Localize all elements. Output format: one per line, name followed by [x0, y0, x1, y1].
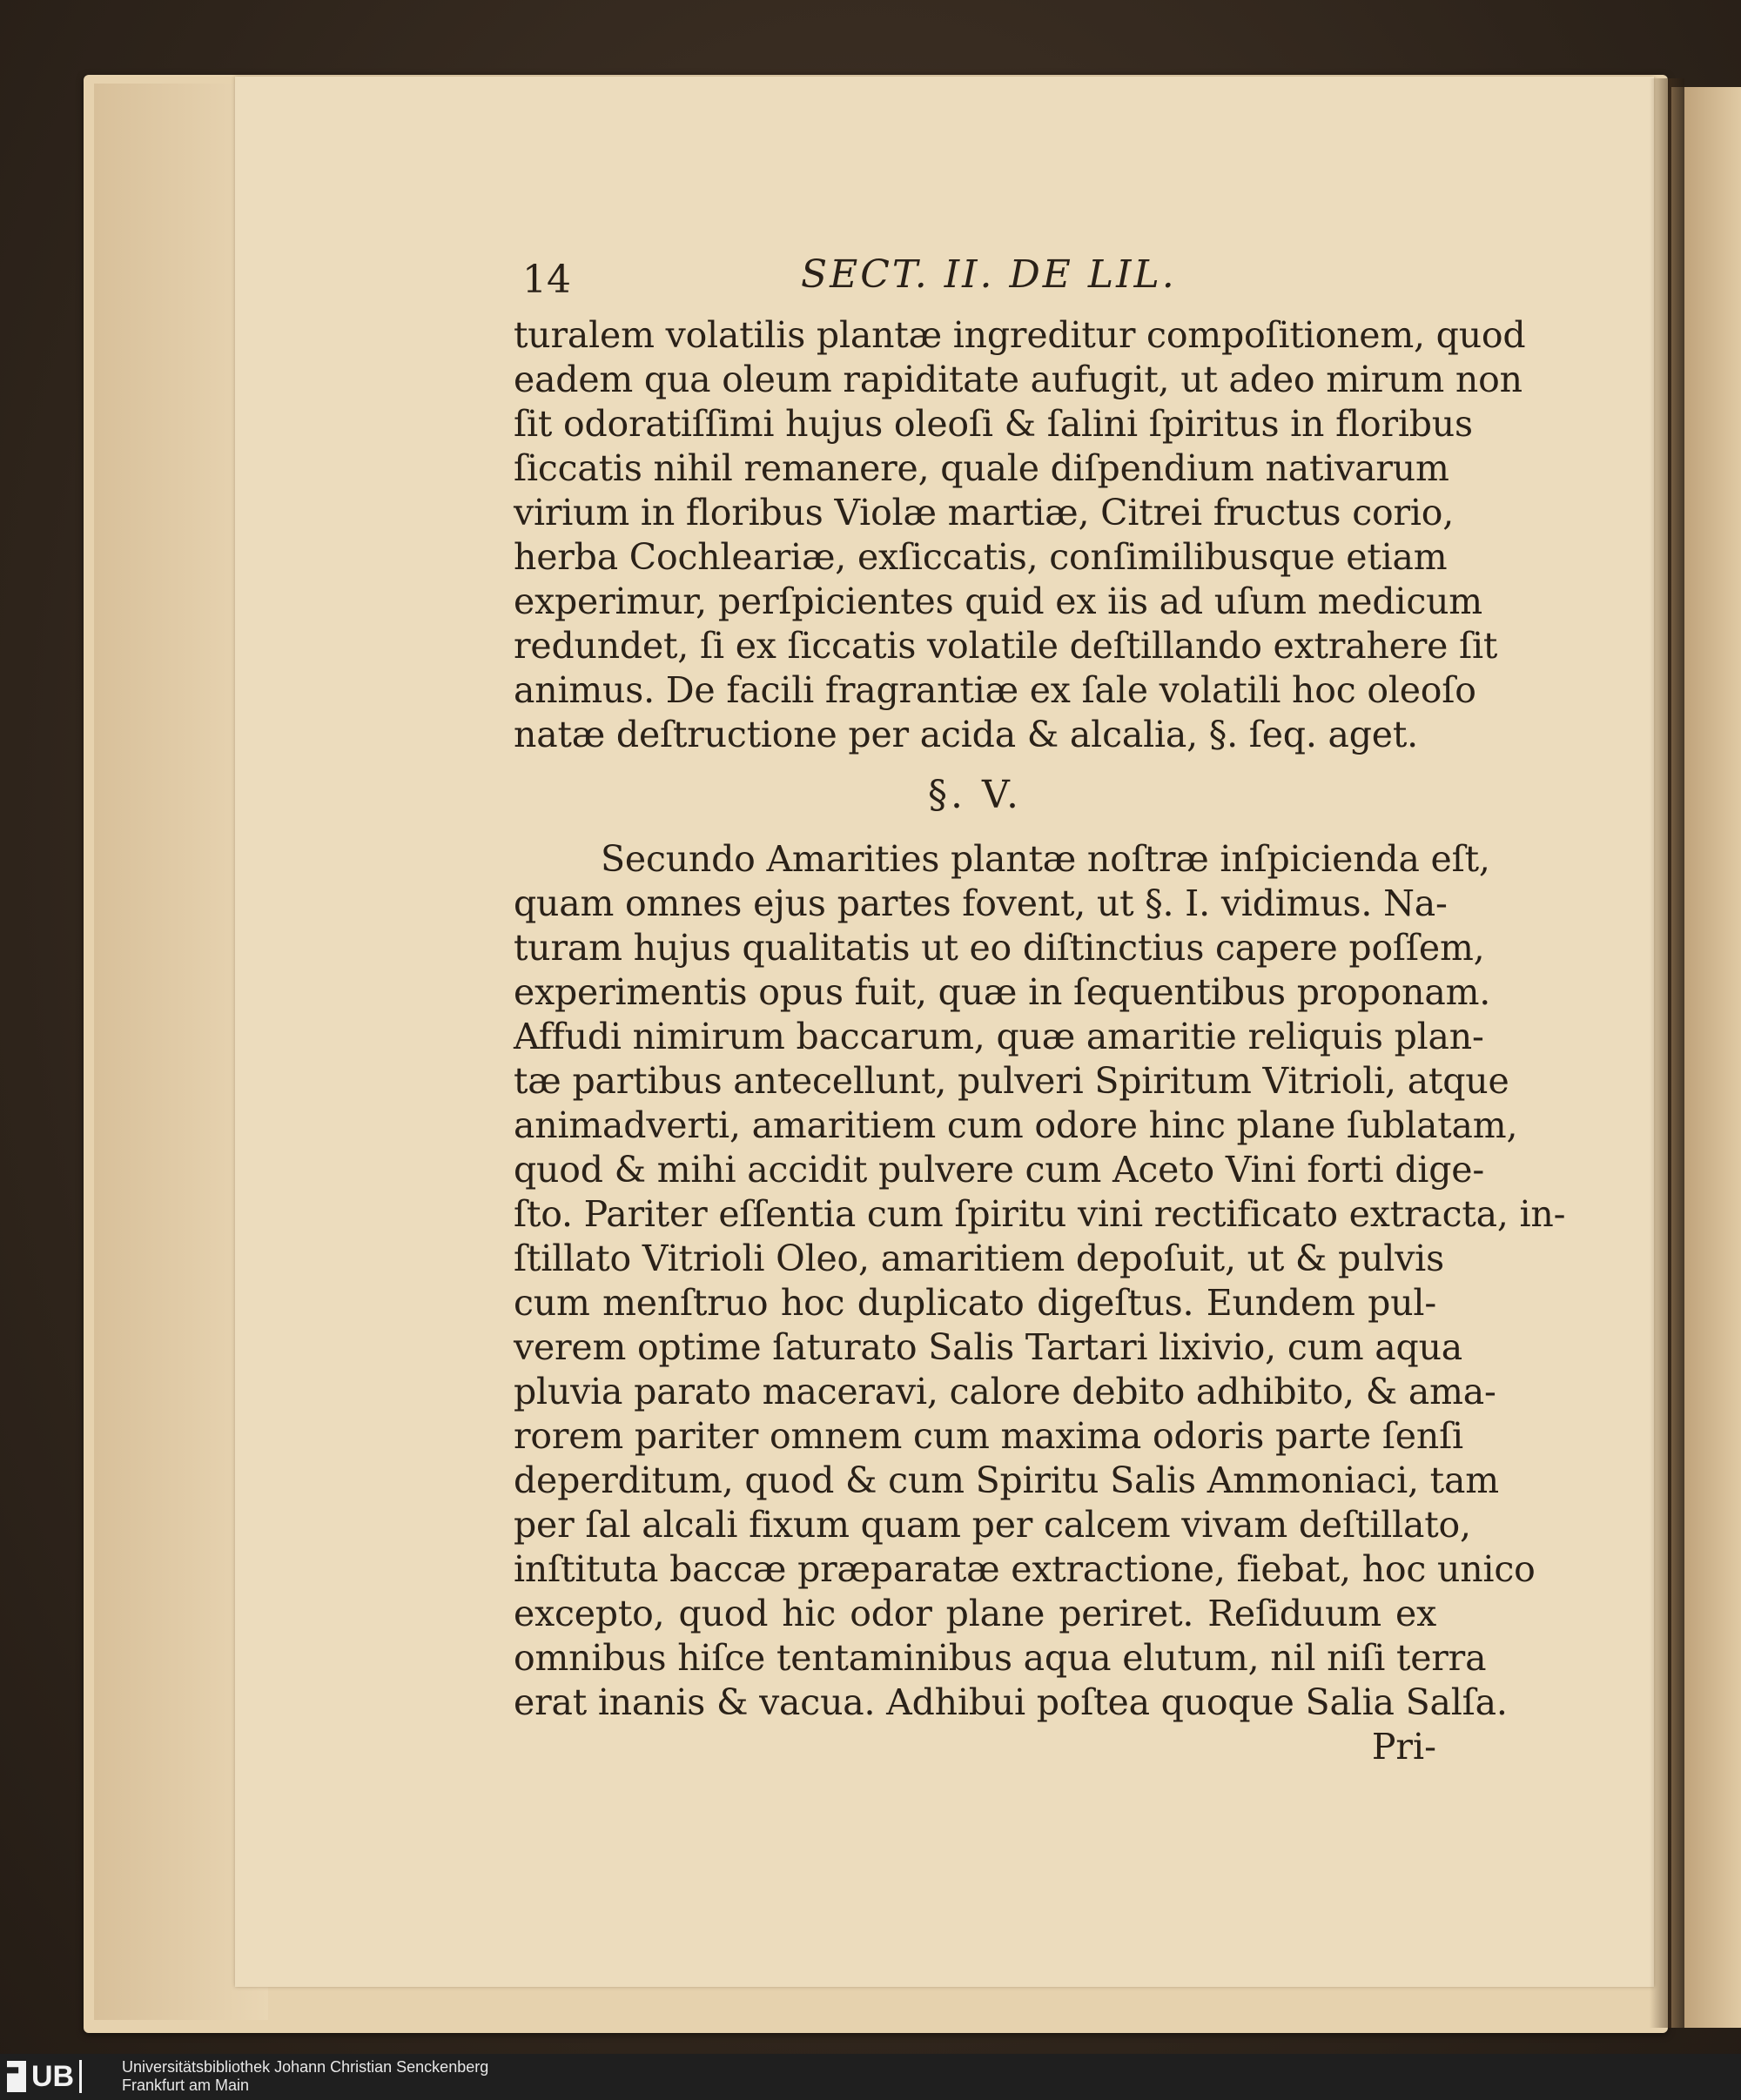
- text-line: animadverti, amaritiem cum odore hinc plane ſublatam,: [514, 1104, 1518, 1146]
- library-city: Frankfurt am Main: [122, 2077, 250, 2094]
- text-line: eadem qua oleum rapiditate aufugit, ut adeo mirum non: [514, 359, 1523, 400]
- text-line: cum menſtruo hoc duplicato digeſtus. Eundem pul-: [514, 1282, 1436, 1324]
- page-number: 14: [522, 258, 571, 302]
- text-line: rorem pariter omnem cum maxima odoris parte ſenſi: [514, 1415, 1463, 1457]
- text-line: ſtillato Vitrioli Oleo, amaritiem depoſuit, ut & pulvis: [514, 1238, 1444, 1279]
- text-line: experimur, perſpicientes quid ex iis ad uſum medicum: [514, 580, 1482, 622]
- ub-logo[interactable]: [7, 2059, 111, 2094]
- logo-divider: [79, 2060, 82, 2093]
- text-line: quam omnes ejus partes fovent, ut §. I. vidimus. Na-: [514, 882, 1448, 924]
- text-line: herba Cochleariæ, exſiccatis, conſimilibusque etiam: [514, 536, 1448, 578]
- text-line: animus. De facili fragrantiæ ex ſale volatili hoc oleoſo: [514, 669, 1476, 711]
- text-line: Secundo Amarities plantæ noſtræ inſpicienda eſt,: [601, 838, 1490, 880]
- page-header: [514, 252, 1454, 313]
- text-line: ſiccatis nihil remanere, quale diſpendium nativarum: [514, 447, 1449, 489]
- text-line: Affudi nimirum baccarum, quæ amaritie reliquis plan-: [514, 1016, 1484, 1057]
- text-line: turam hujus qualitatis ut eo diſtinctius capere poſſem,: [514, 927, 1485, 969]
- text-line: pluvia parato maceravi, calore debito adhibito, & ama-: [514, 1371, 1496, 1412]
- text-line: turalem volatilis plantæ ingreditur compoſitionem, quod: [514, 314, 1526, 356]
- text-line: per ſal alcali fixum quam per calcem vivam deſtillato,: [514, 1504, 1471, 1546]
- ub-logo-text: UB: [31, 2059, 75, 2093]
- gutter-shadow: [1650, 78, 1684, 2028]
- text-line: erat inanis & vacua. Adhibui poſtea quoque Salia Salſa.: [514, 1681, 1508, 1723]
- text-line: verem optime ſaturato Salis Tartari lixivio, cum aqua: [514, 1326, 1463, 1368]
- ub-mark-icon: [7, 2061, 26, 2092]
- text-line: omnibus hiſce tentaminibus aqua elutum, nil niſi terra: [514, 1637, 1487, 1679]
- library-credit: [122, 2058, 488, 2095]
- text-line: tæ partibus antecellunt, pulveri Spiritum Vitrioli, atque: [514, 1060, 1509, 1102]
- text-line: deperditum, quod & cum Spiritu Salis Ammoniaci, tam: [514, 1459, 1499, 1501]
- text-line: excepto, quod hic odor plane periret. Reſiduum ex: [514, 1593, 1436, 1634]
- text-line: ſit odoratiſſimi hujus oleoſi & ſalini ſpiritus in floribus: [514, 403, 1473, 445]
- paragraph-section-v: [514, 837, 1566, 1725]
- text-line: redundet, ſi ex ſiccatis volatile deſtillando extrahere ſit: [514, 625, 1498, 667]
- paragraph-continued: [514, 313, 1526, 757]
- text-line: virium in floribus Violæ martiæ, Citrei fructus corio,: [514, 492, 1455, 533]
- text-line: experimentis opus fuit, quæ in ſequentibus proponam.: [514, 971, 1491, 1013]
- section-heading: §. V.: [927, 773, 1023, 817]
- printed-text-block: [514, 252, 1566, 1769]
- library-footer: [0, 2054, 1741, 2100]
- running-head: SECT. II. DE LIL.: [801, 252, 1177, 297]
- library-name: Universitätsbibliothek Johann Christian Senckenberg: [122, 2058, 489, 2076]
- catchword: Pri-: [1371, 1726, 1436, 1768]
- text-line: natæ deſtructione per acida & alcalia, §. ſeq. aget.: [514, 714, 1418, 755]
- text-line: ſto. Pariter eſſentia cum ſpiritu vini rectificato extracta, in-: [514, 1193, 1566, 1235]
- text-line: inſtituta baccæ præparatæ extractione, fiebat, hoc unico: [514, 1548, 1536, 1590]
- text-line: quod & mihi accidit pulvere cum Aceto Vini forti dige-: [514, 1149, 1484, 1191]
